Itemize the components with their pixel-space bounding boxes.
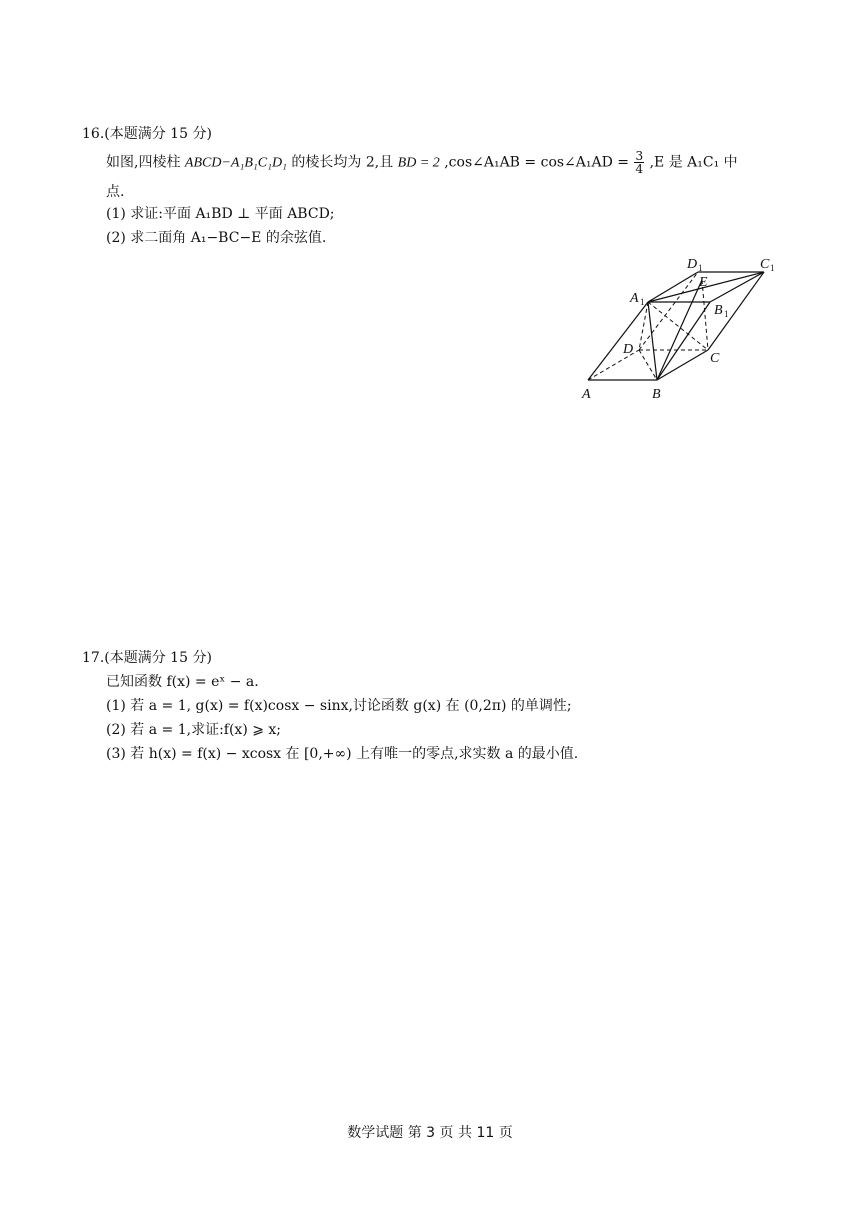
label-A1: A (630, 291, 639, 306)
page-footer: 数学试题 第 3 页 共 11 页 (347, 1125, 513, 1141)
label-B: B (652, 387, 661, 402)
q16-part1: (1) 求证:平面 A₁BD ⊥ 平面 ABCD; (106, 206, 335, 222)
segment-A1D (639, 302, 648, 350)
label-B1: B (714, 303, 723, 318)
q16-part2: (2) 求二面角 A₁−BC−E 的余弦值. (106, 230, 327, 246)
q16-text-c: 的棱长均为 2,且 (291, 154, 394, 171)
q16-fraction-numerator: 3 (635, 149, 644, 163)
edge-A1D1 (648, 272, 698, 302)
label-C1: C (760, 257, 770, 272)
q16-statement-line1 (106, 150, 738, 175)
q16-cos-condition: ,cos∠A₁AB = cos∠A₁AD = (444, 154, 630, 171)
label-E: E (699, 275, 708, 290)
edge-DD1 (639, 272, 698, 350)
edge-AA1 (588, 302, 648, 380)
segment-EB (657, 280, 702, 380)
q16-fraction-denominator: 4 (635, 162, 644, 176)
q16-prism-name: ABCD−A₁B₁C₁D₁ (184, 155, 287, 171)
label-A: A (582, 387, 591, 402)
label-C1-subscript: 1 (770, 263, 775, 273)
prism-figure (560, 250, 800, 410)
q17-part1: (1) 若 a = 1, g(x) = f(x)cosx − sinx,讨论函数 g(x) 在 (0,2π) 的单调性; (106, 698, 572, 714)
q17-header: 17.(本题满分 15 分) (82, 650, 212, 666)
q16-bd-length: BD = 2 (397, 155, 440, 171)
label-C: C (710, 351, 720, 366)
q16-header: 16.(本题满分 15 分) (82, 126, 212, 142)
q17-given: 已知函数 f(x) = eˣ − a. (106, 674, 259, 690)
label-D1: D (687, 257, 698, 272)
q16-statement-line2: 点. (106, 184, 125, 200)
segment-A1B (648, 302, 657, 380)
q16-text-a: 如图,四棱柱 (106, 154, 181, 171)
q16-text-f: ,E 是 A₁C₁ 中 (649, 154, 738, 171)
q16-fraction (634, 150, 644, 175)
label-D: D (623, 342, 634, 357)
q17-part3: (3) 若 h(x) = f(x) − xcosx 在 [0,+∞) 上有唯一的零点,求实数 a 的最小值. (106, 746, 579, 762)
label-B1-subscript: 1 (724, 309, 729, 319)
edge-BB1 (657, 302, 710, 380)
label-D1-subscript: 1 (698, 263, 703, 273)
edge-B1C1 (710, 272, 764, 302)
segment-EC (702, 280, 708, 350)
label-A1-subscript: 1 (640, 297, 645, 307)
q17-part2: (2) 若 a = 1,求证:f(x) ⩾ x; (106, 722, 282, 738)
edge-BC (657, 350, 708, 380)
